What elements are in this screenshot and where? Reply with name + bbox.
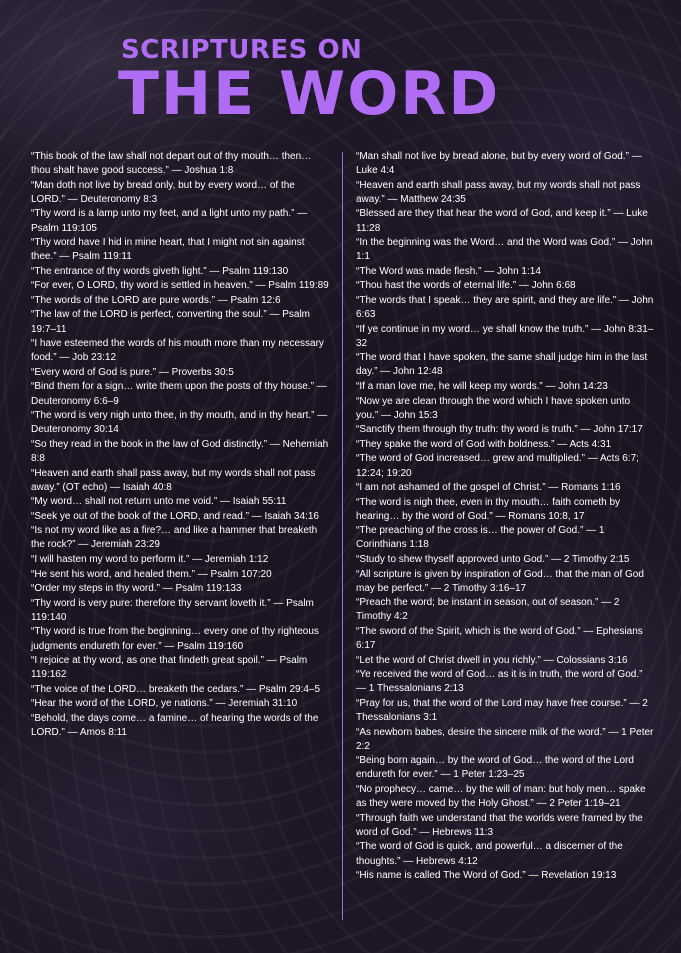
verse-item: “The voice of the LORD… breaketh the cedars.” — Psalm 29:4–5 bbox=[31, 683, 321, 695]
verse-item: “The preaching of the cross is… the power of God.” — 1 Corinthians 1:18 bbox=[356, 525, 605, 551]
verse-item: “So they read in the book in the law of God distinctly.” — Nehemiah 8:8 bbox=[31, 438, 329, 464]
verse-item: “Study to shew thyself approved unto God.” — 2 Timothy 2:15 bbox=[356, 554, 630, 566]
verse-item: “Man shall not live by bread alone, but by every word of God.” — Luke 4:4 bbox=[356, 151, 642, 177]
verse-item: “Thou hast the words of eternal life.” — John 6:68 bbox=[356, 280, 576, 292]
column-divider bbox=[342, 152, 343, 920]
verse-item: “Behold, the days come… a famine… of hearing the words of the LORD.” — Amos 8:11 bbox=[31, 712, 319, 739]
right-verse-column bbox=[356, 150, 654, 884]
verse-item: “Thy word is a lamp unto my feet, and a light unto my path.” — Psalm 119:105 bbox=[31, 208, 308, 234]
verse-item: “The words of the LORD are pure words.” — Psalm 12:6 bbox=[31, 294, 281, 306]
verse-item: “Heaven and earth shall pass away, but my words shall not pass away.” — Matthew 24:35 bbox=[356, 179, 641, 205]
verse-item: “Thy word is very pure: therefore thy servant loveth it.” — Psalm 119:140 bbox=[31, 597, 314, 623]
verse-item: “This book of the law shall not depart out of thy mouth… then… thou shalt have good success.” — Joshua 1:8 bbox=[31, 151, 312, 177]
left-verse-column bbox=[31, 150, 329, 741]
verse-item: “As newborn babes, desire the sincere milk of the word.” — 1 Peter 2:2 bbox=[356, 726, 654, 752]
verse-item: “Through faith we understand that the worlds were framed by the word of God.” — Hebrews 11:3 bbox=[356, 812, 643, 838]
verse-item: “All scripture is given by inspiration of God… that the man of God may be perfect.” — 2 Timothy 3:16–17 bbox=[356, 568, 644, 594]
verse-item: “Bind them for a sign… write them upon the posts of thy house.” — Deuteronomy 6:6–9 bbox=[31, 381, 327, 407]
verse-item: “I have esteemed the words of his mouth more than my necessary food.” — Job 23:12 bbox=[31, 338, 324, 364]
verse-item: “If ye continue in my word… ye shall know the truth.” — John 8:31–32 bbox=[356, 323, 654, 349]
verse-item: “Let the word of Christ dwell in you richly.” — Colossians 3:16 bbox=[356, 654, 628, 666]
verse-item: “The word is very nigh unto thee, in thy mouth, and in thy heart.” — Deuteronomy 30:14 bbox=[31, 410, 328, 436]
verse-item: “The sword of the Spirit, which is the word of God.” — Ephesians 6:17 bbox=[356, 625, 643, 652]
verse-item: “My word… shall not return unto me void.” — Isaiah 55:11 bbox=[31, 496, 287, 508]
verse-item: “Now ye are clean through the word which I have spoken unto you.” — John 15:3 bbox=[356, 395, 631, 421]
verse-item: “I am not ashamed of the gospel of Christ.” — Romans 1:16 bbox=[356, 482, 621, 494]
verse-item: “They spake the word of God with boldness.” — Acts 4:31 bbox=[356, 438, 612, 450]
title-line-2: THE WORD bbox=[118, 59, 501, 129]
verse-item: “Every word of God is pure.” — Proverbs 30:5 bbox=[31, 366, 234, 378]
verse-item: “Thy word have I hid in mine heart, that I might not sin against thee.” — Psalm 119:11 bbox=[31, 237, 305, 263]
verse-item: “Order my steps in thy word.” — Psalm 119:133 bbox=[31, 583, 242, 595]
verse-item: “In the beginning was the Word… and the Word was God.” — John 1:1 bbox=[356, 237, 653, 263]
verse-item: “The words that I speak… they are spirit, and they are life.” — John 6:63 bbox=[356, 294, 654, 321]
verse-item: “The word of God is quick, and powerful… a discerner of the thoughts.” — Hebrews 4:12 bbox=[356, 841, 623, 867]
verse-item: “Ye received the word of God… as it is in truth, the word of God.” — 1 Thessalonians 2:13 bbox=[356, 669, 643, 695]
verse-item: “The Word was made flesh.” — John 1:14 bbox=[356, 265, 541, 277]
verse-item: “Heaven and earth shall pass away, but my words shall not pass away.” (OT echo) — Isaiah 40:8 bbox=[31, 467, 316, 493]
verse-item: “Is not my word like as a fire?… and like a hammer that breaketh the rock?” — Jeremiah 23:29 bbox=[31, 525, 318, 551]
verse-item: “Seek ye out of the book of the LORD, and read.” — Isaiah 34:16 bbox=[31, 510, 319, 522]
verse-item: “The word is nigh thee, even in thy mouth… faith cometh by hearing… by the word of God.” — Romans 10:8, 17 bbox=[356, 496, 621, 522]
verse-item: “Man doth not live by bread only, but by every word… of the LORD.” — Deuteronomy 8:3 bbox=[31, 179, 295, 205]
verse-item: “Blessed are they that hear the word of God, and keep it.” — Luke 11:28 bbox=[356, 208, 648, 234]
verse-item: “The entrance of thy words giveth light.” — Psalm 119:130 bbox=[31, 265, 289, 277]
verse-item: “No prophecy… came… by the will of man: but holy men… spake as they were moved by the Holy Ghost.” — 2 Peter 1:19–21 bbox=[356, 784, 646, 810]
verse-item: “If a man love me, he will keep my words.” — John 14:23 bbox=[356, 381, 608, 393]
verse-item: “His name is called The Word of God.” — Revelation 19:13 bbox=[356, 870, 617, 882]
verse-item: “Pray for us, that the word of the Lord may have free course.” — 2 Thessalonians 3:1 bbox=[356, 697, 648, 724]
verse-item: “For ever, O LORD, thy word is settled in heaven.” — Psalm 119:89 bbox=[31, 280, 329, 292]
verse-item: “The law of the LORD is perfect, converting the soul.” — Psalm 19:7–11 bbox=[31, 309, 310, 335]
verse-item: “He sent his word, and healed them.” — Psalm 107:20 bbox=[31, 568, 272, 580]
verse-item: “Preach the word; be instant in season, out of season.” — 2 Timothy 4:2 bbox=[356, 597, 620, 623]
verse-item: “I will hasten my word to perform it.” — Jeremiah 1:12 bbox=[31, 554, 269, 566]
title-line-1: SCRIPTURES ON bbox=[121, 35, 363, 65]
verse-item: “The word that I have spoken, the same shall judge him in the last day.” — John 12:48 bbox=[356, 352, 648, 378]
verse-item: “Being born again… by the word of God… the word of the Lord endureth for ever.” — 1 Peter 1:23–25 bbox=[356, 755, 634, 781]
verse-item: “Thy word is true from the beginning… every one of thy righteous judgments endureth for ever.” — Psalm 119:160 bbox=[31, 626, 319, 652]
verse-item: “The word of God increased… grew and multiplied.” — Acts 6:7; 12:24; 19:20 bbox=[356, 453, 639, 479]
verse-item: “Hear the word of the LORD, ye nations.” — Jeremiah 31:10 bbox=[31, 698, 298, 710]
verse-item: “I rejoice at thy word, as one that findeth great spoil.” — Psalm 119:162 bbox=[31, 655, 308, 681]
verse-item: “Sanctify them through thy truth: thy word is truth.” — John 17:17 bbox=[356, 424, 643, 436]
